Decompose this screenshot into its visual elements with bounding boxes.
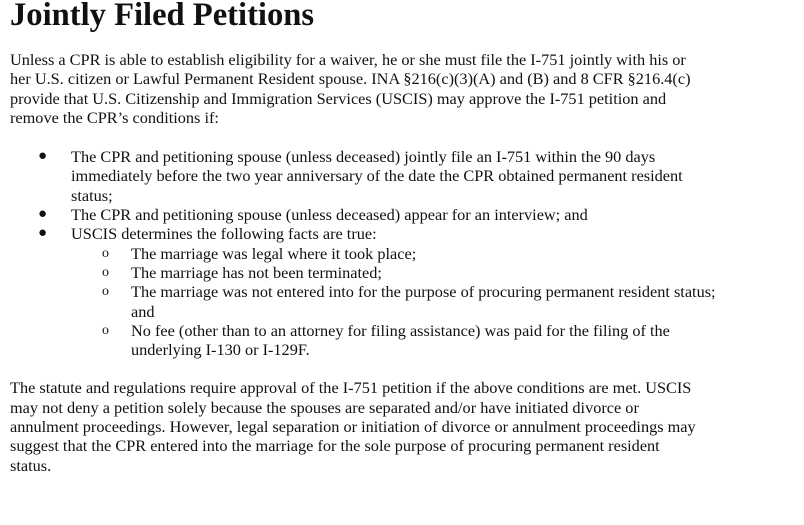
conditions-list	[10, 147, 800, 359]
sub-list-item-line: The marriage has not been terminated;	[131, 262, 382, 282]
intro-line: Unless a CPR is able to establish eligibility for a waiver, he or she must file the I-751 jointly with his or	[10, 50, 686, 69]
circle-bullet-icon: o	[102, 264, 109, 280]
intro-line: her U.S. citizen or Lawful Permanent Resident spouse. INA §216(c)(3)(A) and (B) and 8 CFR §216.4(c)	[10, 69, 691, 89]
intro-line: remove the CPR’s conditions if:	[10, 107, 219, 127]
circle-bullet-icon: o	[102, 322, 109, 338]
closing-line: status.	[10, 455, 52, 475]
closing-line: may not deny a petition solely because the spouses are separated and/or have initiated divorce or	[10, 397, 639, 417]
closing-line: suggest that the CPR entered into the marriage for the sole purpose of procuring permanent resident	[10, 436, 660, 456]
sub-list-item	[10, 321, 800, 360]
closing-line: The statute and regulations require approval of the I-751 petition if the above conditions are met. USCIS	[10, 378, 692, 398]
document-page	[10, 0, 800, 475]
list-item	[10, 224, 800, 359]
list-item-line: USCIS determines the following facts are true:	[71, 224, 377, 244]
sub-list-item-line: The marriage was not entered into for the purpose of procuring permanent resident status;	[131, 282, 716, 302]
sub-list-item	[10, 263, 800, 282]
list-item-line: immediately before the two year anniversary of the date the CPR obtained permanent resident	[71, 166, 683, 186]
list-item-line: The CPR and petitioning spouse (unless deceased) appear for an interview; and	[71, 205, 588, 225]
bullet-icon: ●	[38, 148, 48, 165]
bullet-icon: ●	[38, 206, 48, 223]
closing-paragraph	[10, 378, 800, 474]
sub-list-item-line: and	[131, 301, 155, 321]
sub-list-item	[10, 244, 800, 263]
section-heading: Jointly Filed Petitions	[10, 0, 315, 33]
list-item-line: The CPR and petitioning spouse (unless deceased) jointly file an I-751 within the 90 days	[71, 147, 656, 167]
sub-list-item-line: No fee (other than to an attorney for filing assistance) was paid for the filing of the	[131, 320, 670, 340]
facts-sublist	[71, 244, 800, 360]
sub-list-item-line: underlying I-130 or I-129F.	[131, 340, 310, 360]
circle-bullet-icon: o	[102, 284, 109, 300]
intro-paragraph	[10, 50, 800, 127]
bullet-icon: ●	[38, 225, 48, 242]
list-item	[10, 147, 800, 205]
intro-line: provide that U.S. Citizenship and Immigration Services (USCIS) may approve the I-751 petition and	[10, 88, 667, 108]
sub-list-item	[10, 282, 800, 321]
sub-list-item-line: The marriage was legal where it took place;	[131, 243, 417, 263]
list-item-line: status;	[71, 185, 113, 205]
circle-bullet-icon: o	[102, 245, 109, 261]
list-item	[10, 205, 800, 224]
closing-line: annulment proceedings. However, legal separation or initiation of divorce or annulment proceedings may	[10, 417, 696, 437]
